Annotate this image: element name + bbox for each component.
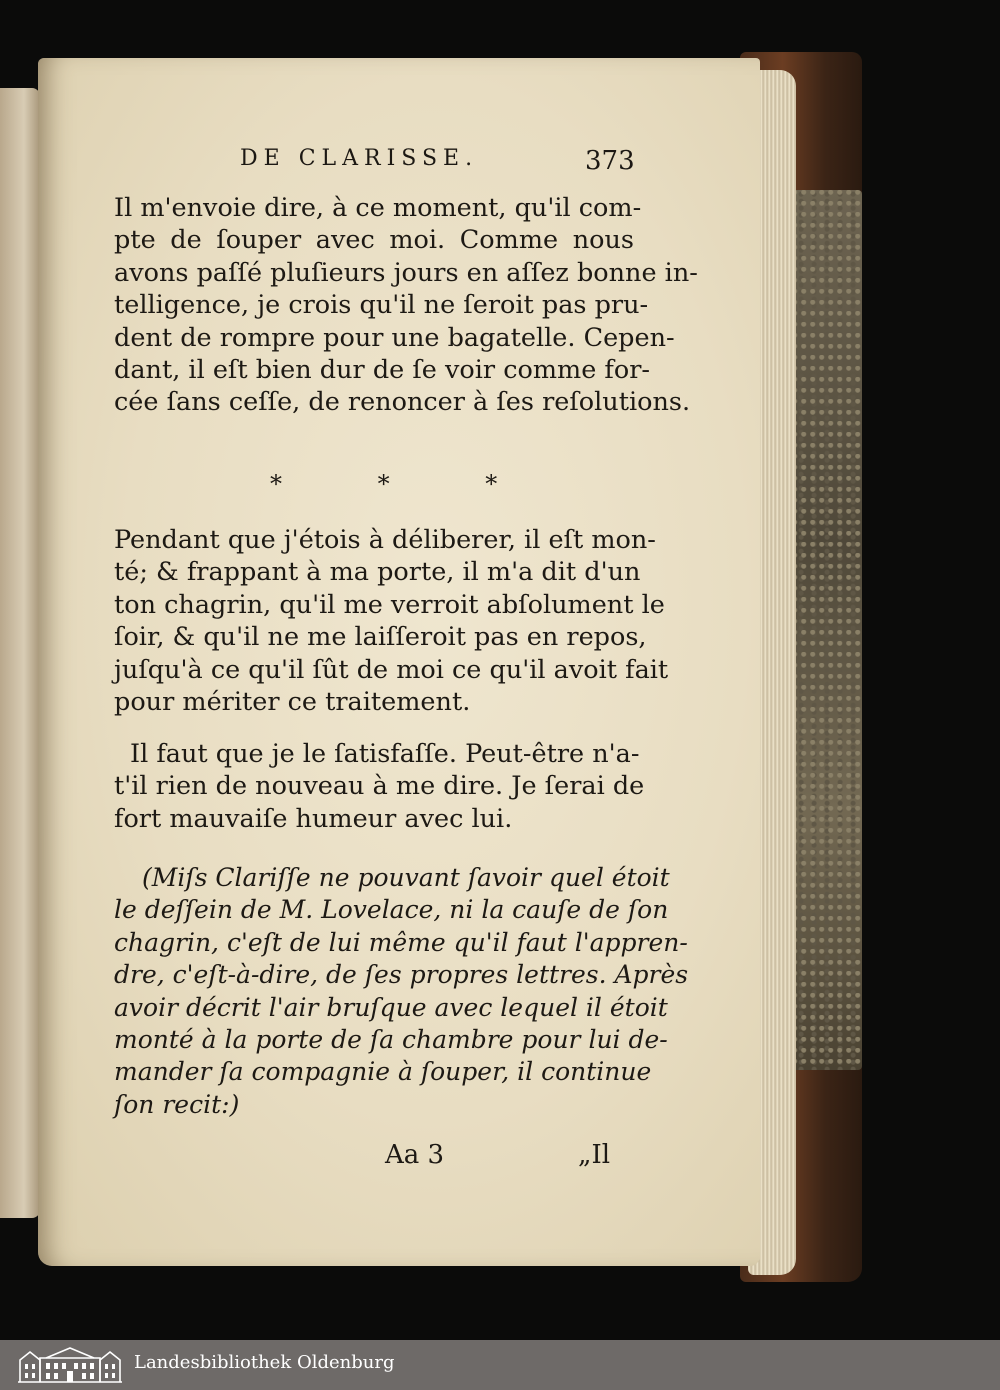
paragraph-3 xyxy=(114,738,645,835)
text-line: fort mauvaiſe humeur avec lui. xyxy=(114,803,513,834)
text-line: ſon recit:) xyxy=(114,1089,240,1119)
text-line: juſqu'à ce qu'il ſût de moi ce qu'il avoit fait xyxy=(114,654,669,685)
text-line: ton chagrin, qu'il me verroit abſolument le xyxy=(114,589,665,620)
text-line: avoir décrit l'air bruſque avec lequel il étoit xyxy=(114,992,668,1022)
text-line: Pendant que j'étois à déliberer, il eſt mon- xyxy=(114,525,656,555)
text-line: Il m'envoie dire, à ce moment, qu'il com- xyxy=(114,193,642,223)
text-line: té; & frappant à ma porte, il m'a dit d'un xyxy=(114,557,641,588)
text-line: cée ſans ceſſe, de renoncer à ſes reſolutions. xyxy=(114,387,691,418)
text-line: t'il rien de nouveau à me dire. Je ſerai de xyxy=(114,771,645,802)
left-page-edge xyxy=(0,88,40,1218)
text-line: Il faut que je le ſatisfaſſe. Peut-être n'a- xyxy=(130,739,640,769)
section-separator: * * * xyxy=(270,470,542,498)
text-line: chagrin, c'eſt de lui même qu'il faut l'appren- xyxy=(114,927,688,957)
footer-bar xyxy=(0,1340,1000,1390)
text-line: pte de ſouper avec moi. Comme nous xyxy=(114,225,634,256)
text-line: avons paſſé pluſieurs jours en aſſez bonne in- xyxy=(114,257,698,288)
paragraph-2 xyxy=(114,524,669,718)
editorial-note xyxy=(114,862,689,1121)
text-line: ſoir, & qu'il ne me laiſſeroit pas en repos, xyxy=(114,622,647,653)
page-number: 373 xyxy=(585,146,635,176)
paragraph-1 xyxy=(114,192,698,419)
library-name: Landesbibliothek Oldenburg xyxy=(134,1352,395,1373)
text-line: monté à la porte de ſa chambre pour lui de- xyxy=(114,1025,668,1055)
text-line: dent de rompre pour une bagatelle. Cepen- xyxy=(114,322,675,353)
catchword: „Il xyxy=(578,1140,611,1170)
text-line: dant, il eſt bien dur de ſe voir comme for- xyxy=(114,355,650,386)
text-line: mander ſa compagnie à ſouper, il continue xyxy=(114,1057,652,1087)
library-building-icon xyxy=(16,1346,124,1384)
signature-mark: Aa 3 xyxy=(385,1140,445,1170)
text-line: dre, c'eſt-à-dire, de ſes propres lettres. Après xyxy=(114,960,689,990)
text-line: le deſſein de M. Lovelace, ni la cauſe de ſon xyxy=(114,895,669,925)
text-line: telligence, je crois qu'il ne ſeroit pas pru- xyxy=(114,290,649,321)
running-title: DE CLARISSE. xyxy=(240,146,479,171)
marbled-board xyxy=(792,190,862,1070)
text-line: pour mériter ce traitement. xyxy=(114,687,471,718)
text-line: (Miſs Clariſſe ne pouvant ſavoir quel étoit xyxy=(142,863,670,892)
